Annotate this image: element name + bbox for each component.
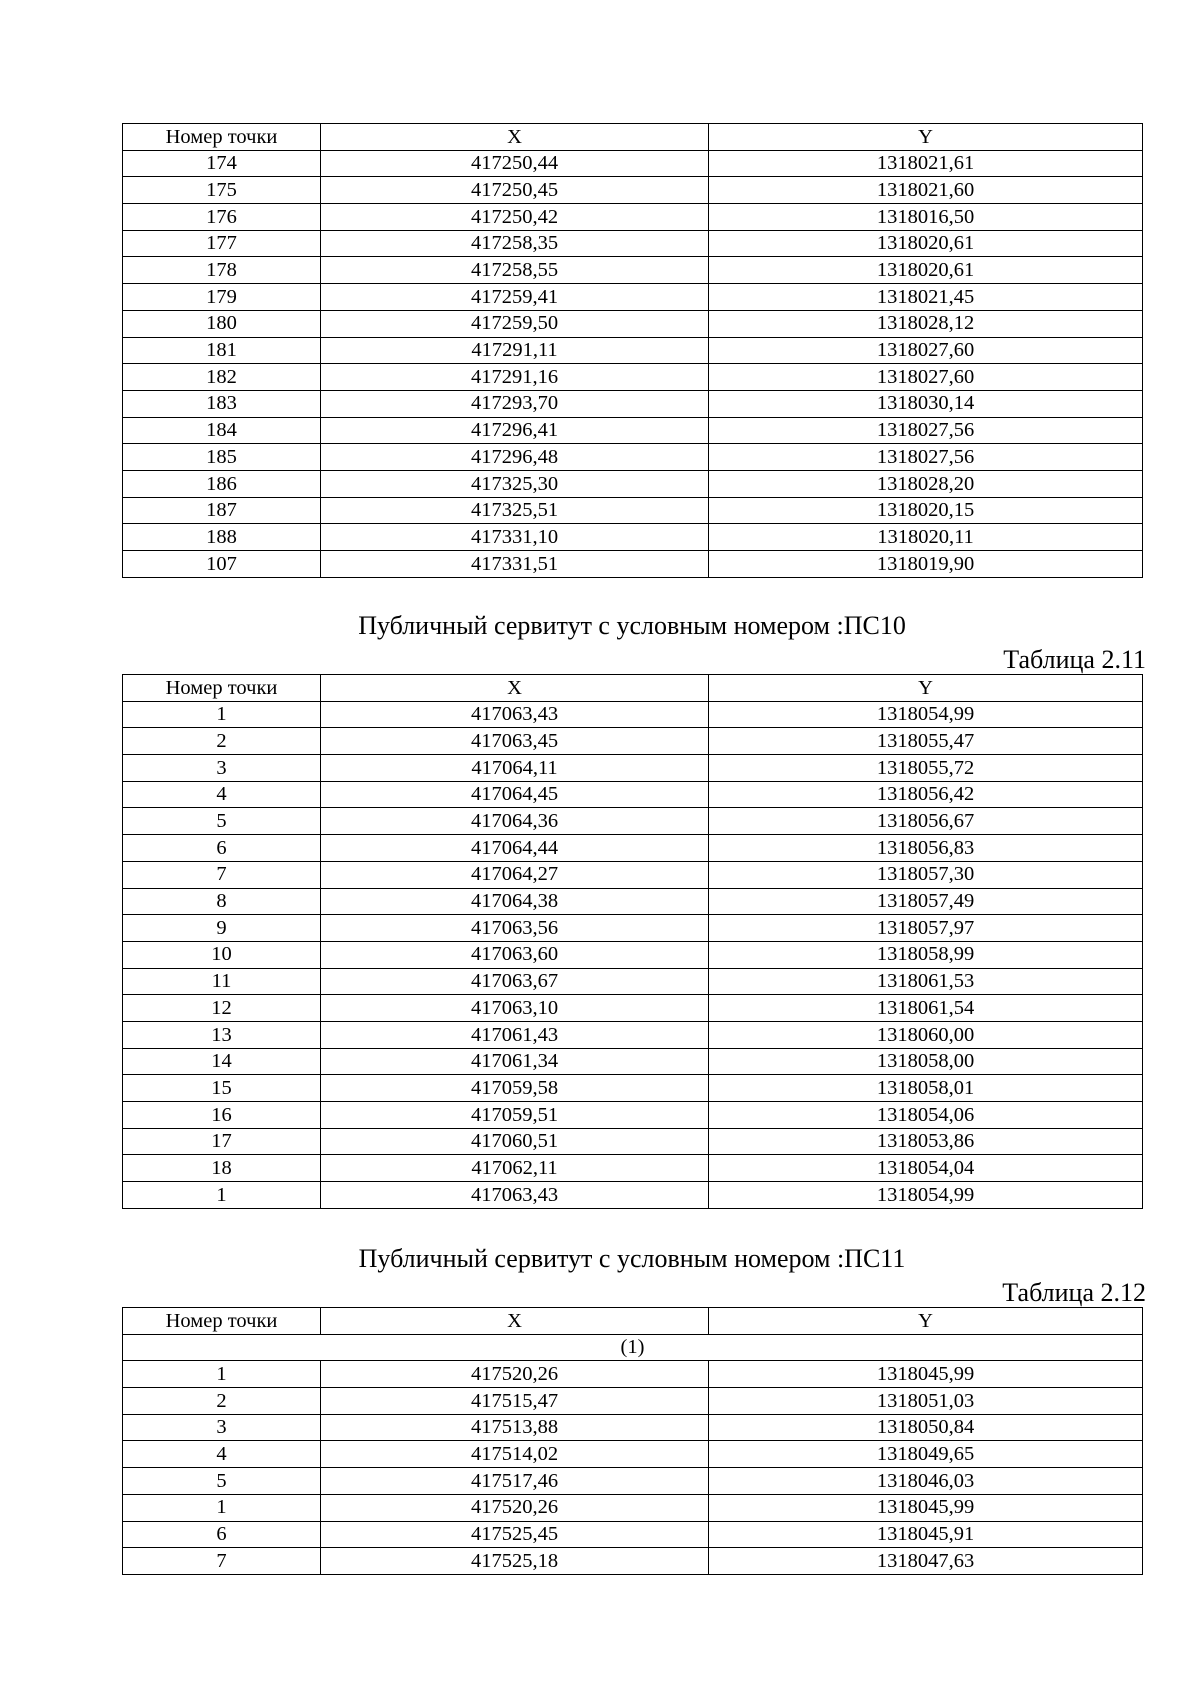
point-number-cell: 5 — [123, 1468, 321, 1495]
column-header-x: X — [321, 1308, 709, 1335]
table-row — [123, 1128, 1143, 1155]
x-coordinate-cell: 417525,45 — [321, 1521, 709, 1548]
y-coordinate-cell: 1318045,91 — [709, 1521, 1143, 1548]
table-row — [123, 497, 1143, 524]
point-number-cell: 3 — [123, 1414, 321, 1441]
y-coordinate-cell: 1318057,97 — [709, 915, 1143, 942]
point-number-cell: 11 — [123, 968, 321, 995]
y-coordinate-cell: 1318054,99 — [709, 1182, 1143, 1209]
table-row — [123, 1361, 1143, 1388]
table-row — [123, 1441, 1143, 1468]
x-coordinate-cell: 417250,45 — [321, 177, 709, 204]
point-number-cell: 15 — [123, 1075, 321, 1102]
point-number-cell: 180 — [123, 310, 321, 337]
point-number-cell: 6 — [123, 835, 321, 862]
point-number-cell: 184 — [123, 417, 321, 444]
coordinates-table-2-12 — [122, 1307, 1143, 1575]
table-row — [123, 1048, 1143, 1075]
point-number-cell: 17 — [123, 1128, 321, 1155]
x-coordinate-cell: 417259,50 — [321, 310, 709, 337]
table-row — [123, 310, 1143, 337]
y-coordinate-cell: 1318045,99 — [709, 1494, 1143, 1521]
y-coordinate-cell: 1318020,15 — [709, 497, 1143, 524]
point-number-cell: 10 — [123, 941, 321, 968]
x-coordinate-cell: 417517,46 — [321, 1468, 709, 1495]
y-coordinate-cell: 1318056,67 — [709, 808, 1143, 835]
x-coordinate-cell: 417064,27 — [321, 861, 709, 888]
y-coordinate-cell: 1318027,56 — [709, 444, 1143, 471]
table-row — [123, 204, 1143, 231]
x-coordinate-cell: 417063,45 — [321, 728, 709, 755]
y-coordinate-cell: 1318054,99 — [709, 701, 1143, 728]
y-coordinate-cell: 1318057,49 — [709, 888, 1143, 915]
group-label-row — [123, 1334, 1143, 1361]
table-row — [123, 861, 1143, 888]
table-row — [123, 1521, 1143, 1548]
x-coordinate-cell: 417258,35 — [321, 230, 709, 257]
x-coordinate-cell: 417325,30 — [321, 470, 709, 497]
x-coordinate-cell: 417258,55 — [321, 257, 709, 284]
table-row — [123, 444, 1143, 471]
table-row — [123, 364, 1143, 391]
table-row — [123, 1548, 1143, 1575]
point-number-cell: 4 — [123, 1441, 321, 1468]
y-coordinate-cell: 1318056,83 — [709, 835, 1143, 862]
point-number-cell: 175 — [123, 177, 321, 204]
table-row — [123, 1494, 1143, 1521]
contour-group-label: (1) — [123, 1334, 1143, 1361]
x-coordinate-cell: 417250,44 — [321, 150, 709, 177]
coordinates-table-2-11 — [122, 674, 1143, 1209]
point-number-cell: 2 — [123, 1388, 321, 1415]
point-number-cell: 174 — [123, 150, 321, 177]
column-header-y: Y — [709, 124, 1143, 151]
table-row — [123, 337, 1143, 364]
y-coordinate-cell: 1318055,47 — [709, 728, 1143, 755]
x-coordinate-cell: 417520,26 — [321, 1361, 709, 1388]
table-row — [123, 781, 1143, 808]
column-header-point-number: Номер точки — [123, 1308, 321, 1335]
point-number-cell: 182 — [123, 364, 321, 391]
column-header-point-number: Номер точки — [123, 124, 321, 151]
table-row — [123, 728, 1143, 755]
table-row — [123, 1414, 1143, 1441]
y-coordinate-cell: 1318050,84 — [709, 1414, 1143, 1441]
x-coordinate-cell: 417059,58 — [321, 1075, 709, 1102]
y-coordinate-cell: 1318058,01 — [709, 1075, 1143, 1102]
y-coordinate-cell: 1318058,00 — [709, 1048, 1143, 1075]
x-coordinate-cell: 417061,34 — [321, 1048, 709, 1075]
x-coordinate-cell: 417250,42 — [321, 204, 709, 231]
x-coordinate-cell: 417061,43 — [321, 1021, 709, 1048]
y-coordinate-cell: 1318027,56 — [709, 417, 1143, 444]
table-row — [123, 1155, 1143, 1182]
y-coordinate-cell: 1318019,90 — [709, 551, 1143, 578]
y-coordinate-cell: 1318061,53 — [709, 968, 1143, 995]
x-coordinate-cell: 417331,51 — [321, 551, 709, 578]
x-coordinate-cell: 417296,48 — [321, 444, 709, 471]
x-coordinate-cell: 417064,45 — [321, 781, 709, 808]
y-coordinate-cell: 1318020,61 — [709, 230, 1143, 257]
y-coordinate-cell: 1318053,86 — [709, 1128, 1143, 1155]
table-row — [123, 835, 1143, 862]
coordinates-table-1 — [122, 123, 1143, 578]
table-row — [123, 257, 1143, 284]
point-number-cell: 18 — [123, 1155, 321, 1182]
y-coordinate-cell: 1318016,50 — [709, 204, 1143, 231]
x-coordinate-cell: 417291,16 — [321, 364, 709, 391]
y-coordinate-cell: 1318030,14 — [709, 390, 1143, 417]
table-row — [123, 1102, 1143, 1129]
table-row — [123, 968, 1143, 995]
y-coordinate-cell: 1318028,20 — [709, 470, 1143, 497]
table-header-row — [123, 124, 1143, 151]
table-row — [123, 1021, 1143, 1048]
table-caption-2-11: Таблица 2.11 — [1003, 645, 1146, 674]
y-coordinate-cell: 1318028,12 — [709, 310, 1143, 337]
x-coordinate-cell: 417063,10 — [321, 995, 709, 1022]
x-coordinate-cell: 417064,36 — [321, 808, 709, 835]
point-number-cell: 177 — [123, 230, 321, 257]
x-coordinate-cell: 417064,44 — [321, 835, 709, 862]
x-coordinate-cell: 417063,67 — [321, 968, 709, 995]
table-row — [123, 470, 1143, 497]
y-coordinate-cell: 1318046,03 — [709, 1468, 1143, 1495]
y-coordinate-cell: 1318058,99 — [709, 941, 1143, 968]
x-coordinate-cell: 417063,60 — [321, 941, 709, 968]
point-number-cell: 185 — [123, 444, 321, 471]
table-row — [123, 524, 1143, 551]
x-coordinate-cell: 417293,70 — [321, 390, 709, 417]
y-coordinate-cell: 1318054,06 — [709, 1102, 1143, 1129]
y-coordinate-cell: 1318060,00 — [709, 1021, 1143, 1048]
table-row — [123, 551, 1143, 578]
y-coordinate-cell: 1318054,04 — [709, 1155, 1143, 1182]
point-number-cell: 2 — [123, 728, 321, 755]
table-row — [123, 941, 1143, 968]
y-coordinate-cell: 1318061,54 — [709, 995, 1143, 1022]
y-coordinate-cell: 1318055,72 — [709, 755, 1143, 782]
point-number-cell: 181 — [123, 337, 321, 364]
column-header-x: X — [321, 675, 709, 702]
point-number-cell: 5 — [123, 808, 321, 835]
table-row — [123, 995, 1143, 1022]
y-coordinate-cell: 1318021,61 — [709, 150, 1143, 177]
point-number-cell: 1 — [123, 1361, 321, 1388]
point-number-cell: 1 — [123, 1182, 321, 1209]
table-caption-2-12: Таблица 2.12 — [1002, 1278, 1146, 1307]
x-coordinate-cell: 417059,51 — [321, 1102, 709, 1129]
y-coordinate-cell: 1318027,60 — [709, 364, 1143, 391]
table-row — [123, 701, 1143, 728]
table-row — [123, 1388, 1143, 1415]
x-coordinate-cell: 417062,11 — [321, 1155, 709, 1182]
point-number-cell: 16 — [123, 1102, 321, 1129]
point-number-cell: 4 — [123, 781, 321, 808]
point-number-cell: 107 — [123, 551, 321, 578]
x-coordinate-cell: 417513,88 — [321, 1414, 709, 1441]
x-coordinate-cell: 417063,43 — [321, 1182, 709, 1209]
point-number-cell: 183 — [123, 390, 321, 417]
point-number-cell: 187 — [123, 497, 321, 524]
y-coordinate-cell: 1318021,45 — [709, 284, 1143, 311]
table-row — [123, 755, 1143, 782]
x-coordinate-cell: 417291,11 — [321, 337, 709, 364]
column-header-y: Y — [709, 675, 1143, 702]
table-row — [123, 1075, 1143, 1102]
point-number-cell: 178 — [123, 257, 321, 284]
table-header-row — [123, 1308, 1143, 1335]
point-number-cell: 7 — [123, 1548, 321, 1575]
table-row — [123, 417, 1143, 444]
x-coordinate-cell: 417063,43 — [321, 701, 709, 728]
point-number-cell: 188 — [123, 524, 321, 551]
table-row — [123, 230, 1143, 257]
point-number-cell: 186 — [123, 470, 321, 497]
y-coordinate-cell: 1318047,63 — [709, 1548, 1143, 1575]
table-row — [123, 390, 1143, 417]
point-number-cell: 8 — [123, 888, 321, 915]
table-row — [123, 177, 1143, 204]
x-coordinate-cell: 417331,10 — [321, 524, 709, 551]
point-number-cell: 1 — [123, 1494, 321, 1521]
point-number-cell: 3 — [123, 755, 321, 782]
y-coordinate-cell: 1318057,30 — [709, 861, 1143, 888]
table-row — [123, 1468, 1143, 1495]
point-number-cell: 14 — [123, 1048, 321, 1075]
x-coordinate-cell: 417520,26 — [321, 1494, 709, 1521]
point-number-cell: 1 — [123, 701, 321, 728]
point-number-cell: 7 — [123, 861, 321, 888]
section-title-ps10: Публичный сервитут с условным номером :ПС10 — [358, 611, 906, 640]
y-coordinate-cell: 1318020,11 — [709, 524, 1143, 551]
y-coordinate-cell: 1318056,42 — [709, 781, 1143, 808]
point-number-cell: 12 — [123, 995, 321, 1022]
y-coordinate-cell: 1318049,65 — [709, 1441, 1143, 1468]
table-row — [123, 808, 1143, 835]
point-number-cell: 6 — [123, 1521, 321, 1548]
y-coordinate-cell: 1318045,99 — [709, 1361, 1143, 1388]
x-coordinate-cell: 417064,38 — [321, 888, 709, 915]
x-coordinate-cell: 417060,51 — [321, 1128, 709, 1155]
x-coordinate-cell: 417063,56 — [321, 915, 709, 942]
x-coordinate-cell: 417514,02 — [321, 1441, 709, 1468]
x-coordinate-cell: 417325,51 — [321, 497, 709, 524]
column-header-x: X — [321, 124, 709, 151]
y-coordinate-cell: 1318027,60 — [709, 337, 1143, 364]
table-row — [123, 150, 1143, 177]
table-row — [123, 1182, 1143, 1209]
section-title-ps11: Публичный сервитут с условным номером :ПС11 — [358, 1244, 906, 1273]
x-coordinate-cell: 417525,18 — [321, 1548, 709, 1575]
table-row — [123, 888, 1143, 915]
x-coordinate-cell: 417515,47 — [321, 1388, 709, 1415]
table-row — [123, 284, 1143, 311]
y-coordinate-cell: 1318021,60 — [709, 177, 1143, 204]
table-header-row — [123, 675, 1143, 702]
table-row — [123, 915, 1143, 942]
y-coordinate-cell: 1318020,61 — [709, 257, 1143, 284]
x-coordinate-cell: 417064,11 — [321, 755, 709, 782]
column-header-point-number: Номер точки — [123, 675, 321, 702]
column-header-y: Y — [709, 1308, 1143, 1335]
point-number-cell: 179 — [123, 284, 321, 311]
x-coordinate-cell: 417296,41 — [321, 417, 709, 444]
point-number-cell: 176 — [123, 204, 321, 231]
x-coordinate-cell: 417259,41 — [321, 284, 709, 311]
y-coordinate-cell: 1318051,03 — [709, 1388, 1143, 1415]
point-number-cell: 13 — [123, 1021, 321, 1048]
point-number-cell: 9 — [123, 915, 321, 942]
